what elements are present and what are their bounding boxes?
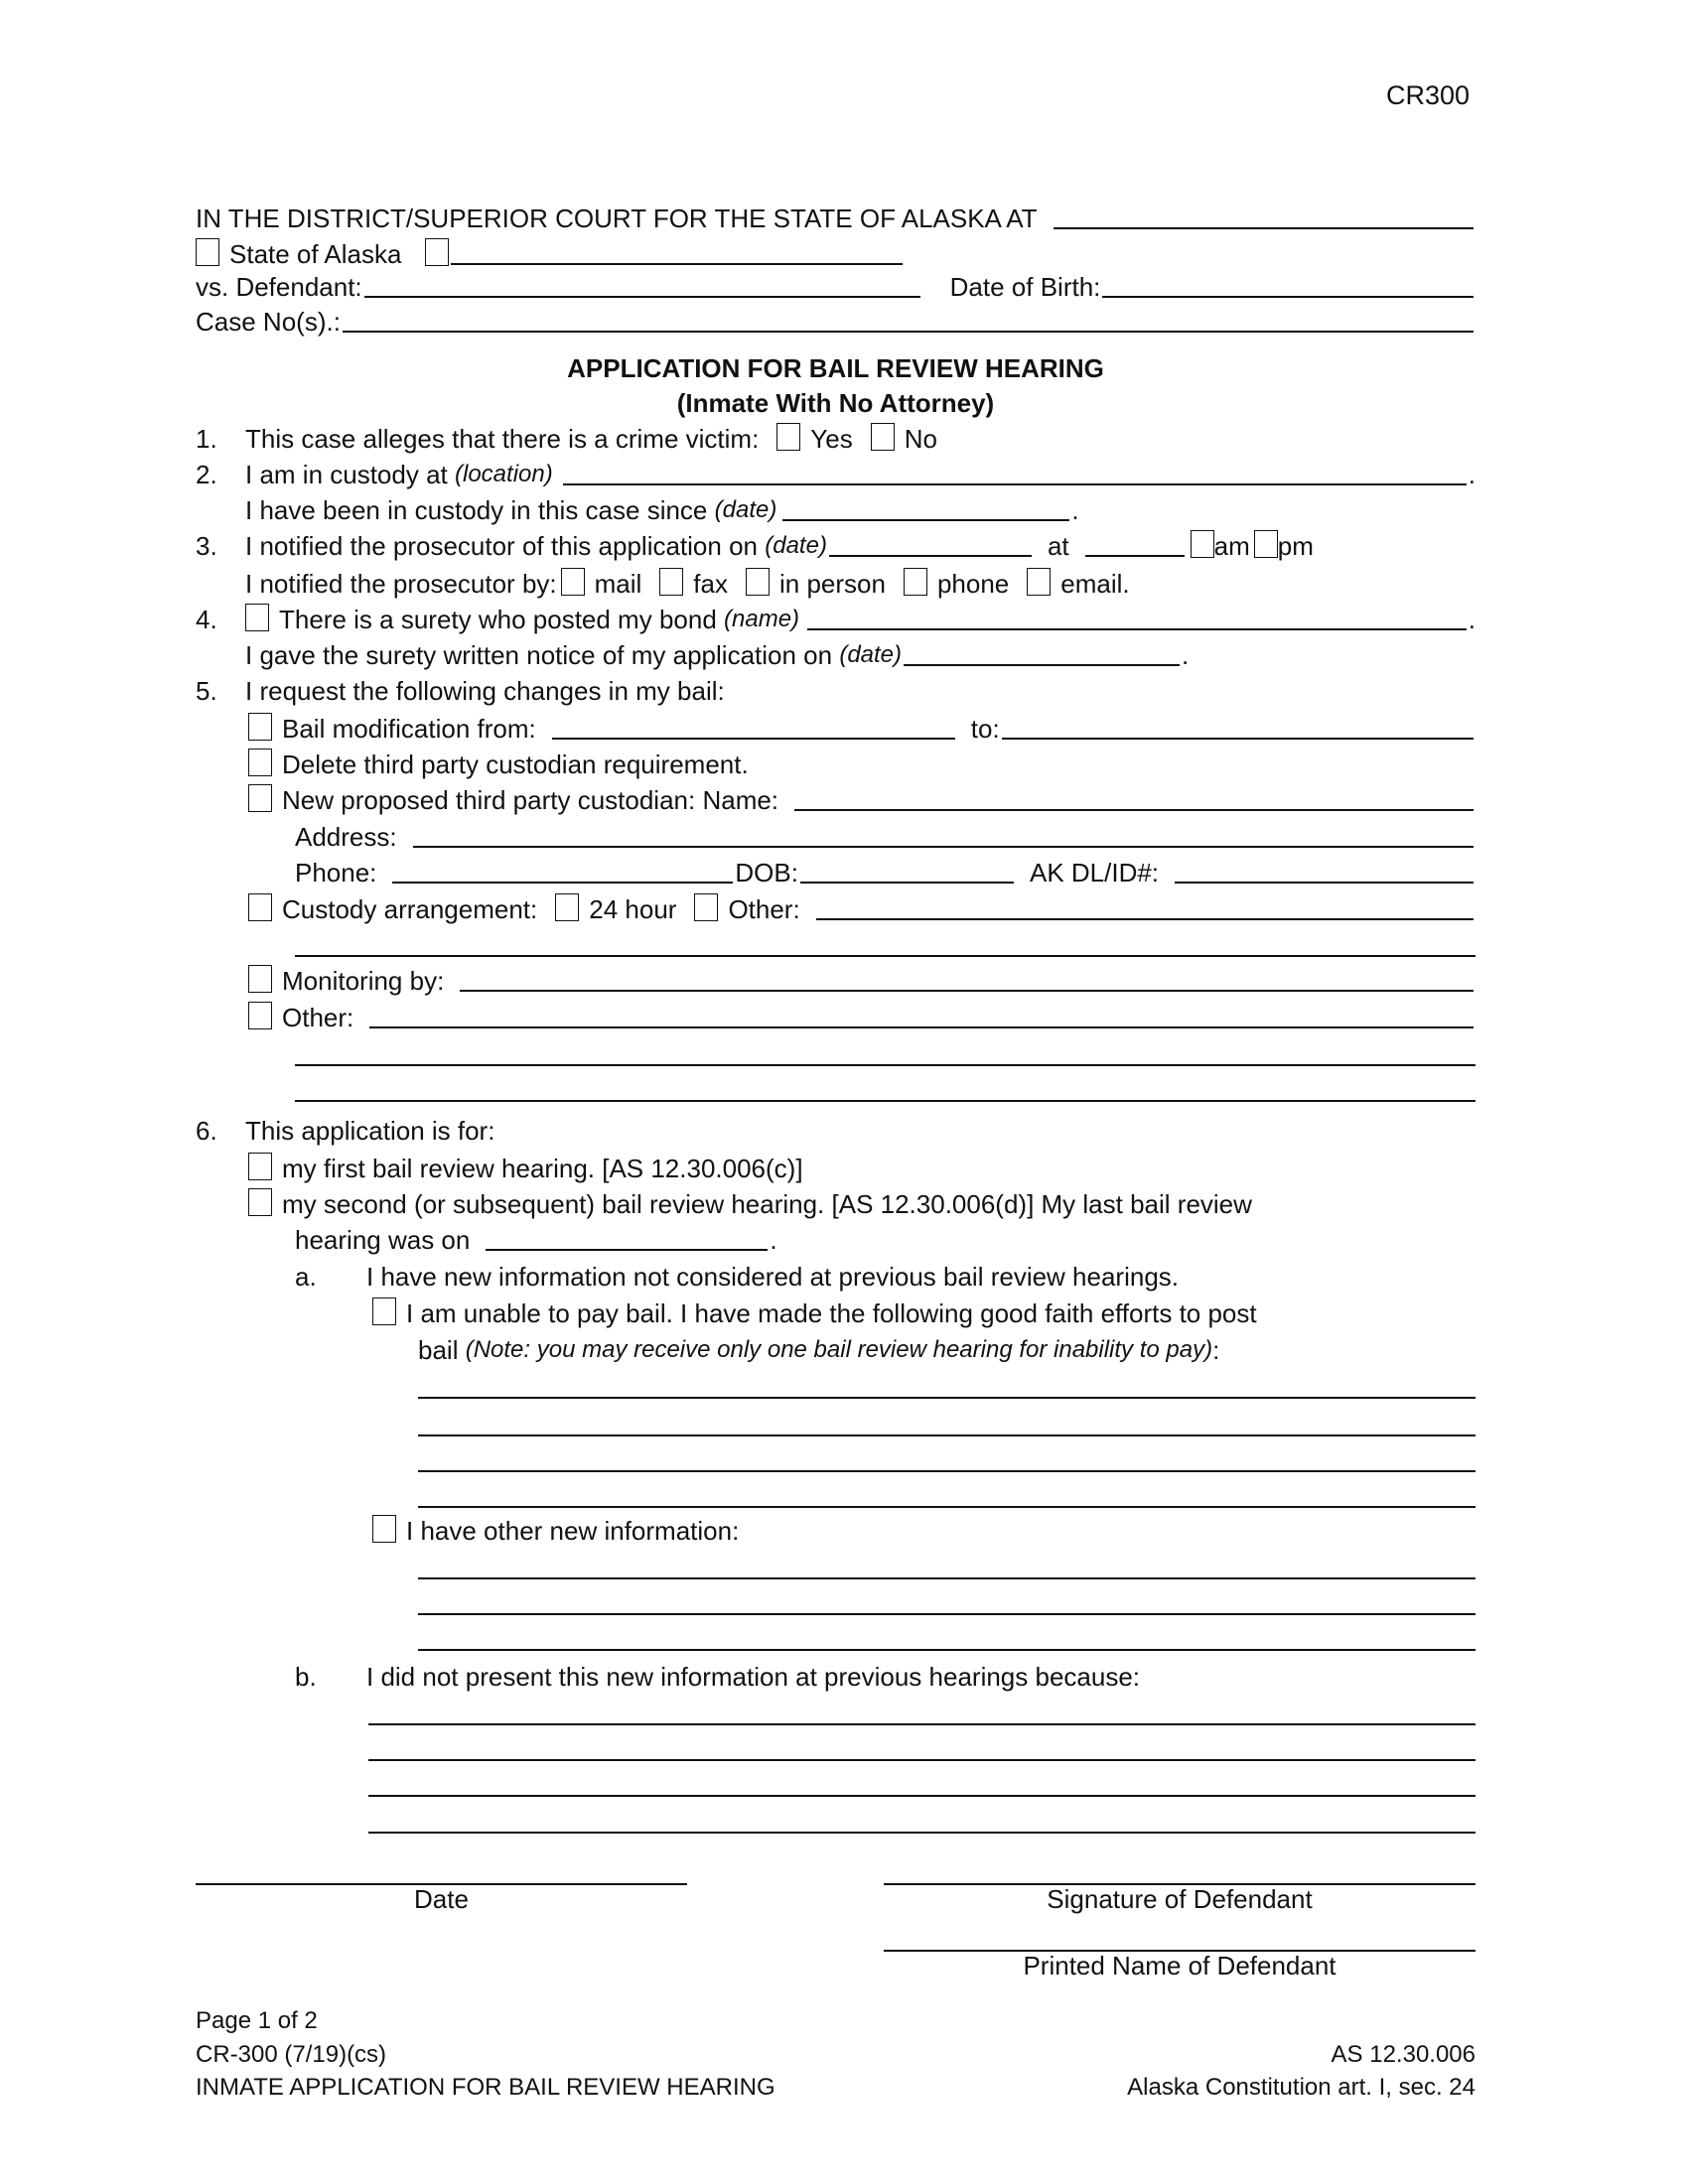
item-5 [196,670,1476,706]
pm-label: pm [1277,531,1314,561]
other-new-info-checkbox[interactable] [372,1515,396,1543]
state-of-alaska-checkbox[interactable] [196,238,219,266]
state-of-alaska-label: State of Alaska [229,239,402,269]
item-2-text: I am in custody at [245,460,448,489]
other-change-row [248,997,1476,1032]
pm-checkbox[interactable] [1254,530,1278,558]
victim-yes-checkbox[interactable] [776,423,800,451]
efforts-line[interactable] [418,1470,1476,1472]
defendant-row [196,266,1476,302]
second-hearing-label: my second (or subsequent) bail review hearing. [AS 12.30.006(d)] My last bail review [282,1189,1252,1219]
am-label: am [1213,531,1250,561]
in-person-label: in person [778,569,886,599]
last-hearing-row: hearing was on . [295,1225,777,1255]
address-row [295,816,1476,852]
reason-row [295,1656,1476,1692]
bail-note-row [418,1329,1476,1365]
fax-checkbox[interactable] [659,568,683,596]
efforts-line[interactable] [418,1434,1476,1436]
item-3 [196,525,1476,561]
unable-to-pay-checkbox[interactable] [372,1297,396,1325]
dob-field[interactable] [1102,270,1474,298]
new-info-text: I have new information not considered at previous bail review hearings. [366,1262,1180,1292]
item-1 [196,418,1476,454]
unable-to-pay-row [372,1293,1476,1328]
form-title: INMATE APPLICATION FOR BAIL REVIEW HEARING [196,2074,775,2101]
dob-label: Date of Birth: [949,272,1101,302]
bail-word: bail [418,1335,459,1365]
item-1-text: This case alleges that there is a crime victim: [245,424,760,454]
item-number: 4. [196,605,217,634]
first-hearing-checkbox[interactable] [248,1153,272,1180]
custody-other-line[interactable] [295,955,1476,957]
page-subtitle: (Inmate With No Attorney) [676,388,995,418]
monitoring-row [248,960,1476,996]
bail-to-field[interactable] [1002,712,1474,740]
second-hearing-row [248,1183,1476,1219]
fax-label: fax [693,569,728,599]
surety-notice-row: I gave the surety written notice of my application on (date) . [245,640,1190,670]
custody-arrangement-row [248,888,1476,924]
bail-mod-row [248,708,1476,744]
notify-time-field[interactable] [1085,529,1185,557]
other-change-checkbox[interactable] [248,1002,272,1029]
reason-line[interactable] [368,1832,1476,1834]
custody-since-field[interactable] [782,493,1069,521]
name-hint: (name) [724,606,800,632]
constitution-ref: Alaska Constitution art. I, sec. 24 [1127,2074,1476,2101]
custody-arrangement-checkbox[interactable] [248,893,272,921]
surety-name-field[interactable] [807,603,1467,630]
custody-arrangement-label: Custody arrangement: [282,894,538,924]
surety-checkbox[interactable] [245,604,269,631]
unable-to-pay-label: I am unable to pay bail. I have made the following good faith efforts to post [406,1298,1257,1328]
sub-a-label: a. [295,1262,317,1292]
last-hearing-label: hearing was on [295,1225,471,1255]
ak-dl-label: AK DL/ID#: [1029,858,1160,887]
other-change-line[interactable] [295,1100,1476,1102]
delete-custodian-checkbox[interactable] [248,749,272,776]
sub-b-label: b. [295,1662,317,1692]
case-row [196,301,1476,337]
efforts-line[interactable] [418,1397,1476,1399]
at-label: at [1047,531,1069,561]
phone-field-label: Phone: [295,858,377,887]
24-hour-checkbox[interactable] [555,893,579,921]
new-custodian-row [248,779,1476,815]
first-hearing-row [248,1148,1476,1183]
statute: AS 12.30.006 [1331,2041,1476,2068]
date-hint: (date) [765,532,827,559]
delete-custodian-label: Delete third party custodian requirement. [282,750,749,779]
custodian-phone-field[interactable] [392,856,733,884]
mail-checkbox[interactable] [561,568,585,596]
other-info-line[interactable] [418,1613,1476,1615]
custodian-address-field[interactable] [413,820,1474,848]
item-2: 2. I am in custody at (location) . [196,460,1476,489]
monitoring-checkbox[interactable] [248,965,272,993]
phone-checkbox[interactable] [904,568,927,596]
email-checkbox[interactable] [1027,568,1051,596]
custody-other-label: Other: [728,894,800,924]
in-person-checkbox[interactable] [746,568,770,596]
signature-label: Signature of Defendant [1047,1884,1313,1914]
new-custodian-label: New proposed third party custodian: Name: [282,785,779,815]
reason-text: I did not present this new information at previous hearings because: [366,1662,1141,1692]
address-label: Address: [295,822,397,852]
other-plaintiff-checkbox[interactable] [425,238,449,266]
page-title: APPLICATION FOR BAIL REVIEW HEARING [567,353,1104,383]
reason-line[interactable] [368,1723,1476,1725]
yes-label: Yes [810,424,853,454]
court-label: IN THE DISTRICT/SUPERIOR COURT FOR THE STATE OF ALASKA AT [196,204,1038,233]
printed-name-label: Printed Name of Defendant [1023,1951,1336,1980]
bail-from-field[interactable] [552,712,955,740]
surety-notice-date-field[interactable] [904,638,1180,666]
form-revision: CR-300 (7/19)(cs) [196,2041,387,2068]
first-hearing-label: my first bail review hearing. [AS 12.30.006(c)] [282,1154,803,1183]
new-custodian-checkbox[interactable] [248,784,272,812]
other-change-field[interactable] [369,1001,1474,1028]
case-label: Case No(s).: [196,307,341,337]
item-6 [196,1110,1476,1146]
item-5-text: I request the following changes in my bail: [245,676,725,706]
custody-location-field[interactable] [563,458,1467,485]
colon: : [1212,1335,1220,1365]
other-info-line[interactable] [418,1577,1476,1579]
court-location-field[interactable] [1054,202,1474,229]
case-number-field[interactable] [343,305,1474,333]
reason-line[interactable] [368,1759,1476,1761]
item-number: 3. [196,531,217,561]
other-new-info-row [372,1510,1476,1546]
other-new-info-label: I have other new information: [406,1516,740,1546]
bail-mod-checkbox[interactable] [248,713,272,741]
item-number: 5. [196,676,217,706]
item-4-text: There is a surety who posted my bond [279,605,717,634]
second-hearing-checkbox[interactable] [248,1188,272,1216]
defendant-label: vs. Defendant: [196,272,362,302]
other-change-label: Other: [282,1003,354,1032]
item-number: 1. [196,424,217,454]
item-6-text: This application is for: [245,1116,495,1146]
custodian-name-field[interactable] [794,783,1474,811]
item-number: 6. [196,1116,217,1146]
24-hour-label: 24 hour [589,894,677,924]
efforts-line[interactable] [418,1506,1476,1508]
page-number: Page 1 of 2 [196,2007,318,2034]
date-label: Date [414,1884,469,1914]
court-row [196,198,1476,233]
item-4: 4. There is a surety who posted my bond (name) . [196,605,1476,634]
custody-other-field[interactable] [816,892,1474,920]
reason-line[interactable] [368,1795,1476,1797]
phone-label: phone [936,569,1010,599]
ak-dl-field[interactable] [1175,856,1474,884]
inability-note: (Note: you may receive only one bail review hearing for inability to pay) [465,1336,1213,1363]
delete-custodian-row [248,744,1476,779]
defendant-field[interactable] [364,270,920,298]
notify-method-row [245,563,1476,599]
item-number: 2. [196,460,217,489]
notify-date-field[interactable] [829,529,1032,557]
custody-other-checkbox[interactable] [694,893,718,921]
custody-since-text: I have been in custody in this case since [245,495,708,525]
notify-by-text: I notified the prosecutor by: [245,569,557,599]
am-checkbox[interactable] [1191,530,1214,558]
monitoring-label: Monitoring by: [282,966,445,996]
date-hint: (date) [714,496,777,523]
mail-label: mail [594,569,642,599]
other-info-line[interactable] [418,1649,1476,1651]
location-hint: (location) [455,461,553,487]
monitoring-field[interactable] [460,964,1474,992]
new-info-row [295,1256,1476,1292]
other-change-line[interactable] [295,1064,1476,1066]
victim-no-checkbox[interactable] [871,423,895,451]
no-label: No [904,424,937,454]
custodian-dob-field[interactable] [800,856,1014,884]
custody-since-row: I have been in custody in this case since (date) . [245,495,1079,525]
form-code: CR300 [1386,80,1471,110]
to-label: to: [970,714,1000,744]
date-hint: (date) [839,641,903,668]
parties-row [196,233,1476,269]
custodian-dob-label: DOB: [735,858,798,887]
email-label: email. [1060,569,1130,599]
surety-notice-text: I gave the surety written notice of my application on [245,640,833,670]
item-3-text: I notified the prosecutor of this application on [245,531,758,561]
other-plaintiff-field[interactable] [451,237,903,265]
phone-row [295,852,1476,887]
bail-mod-label: Bail modification from: [282,714,536,744]
last-hearing-date-field[interactable] [486,1223,768,1251]
